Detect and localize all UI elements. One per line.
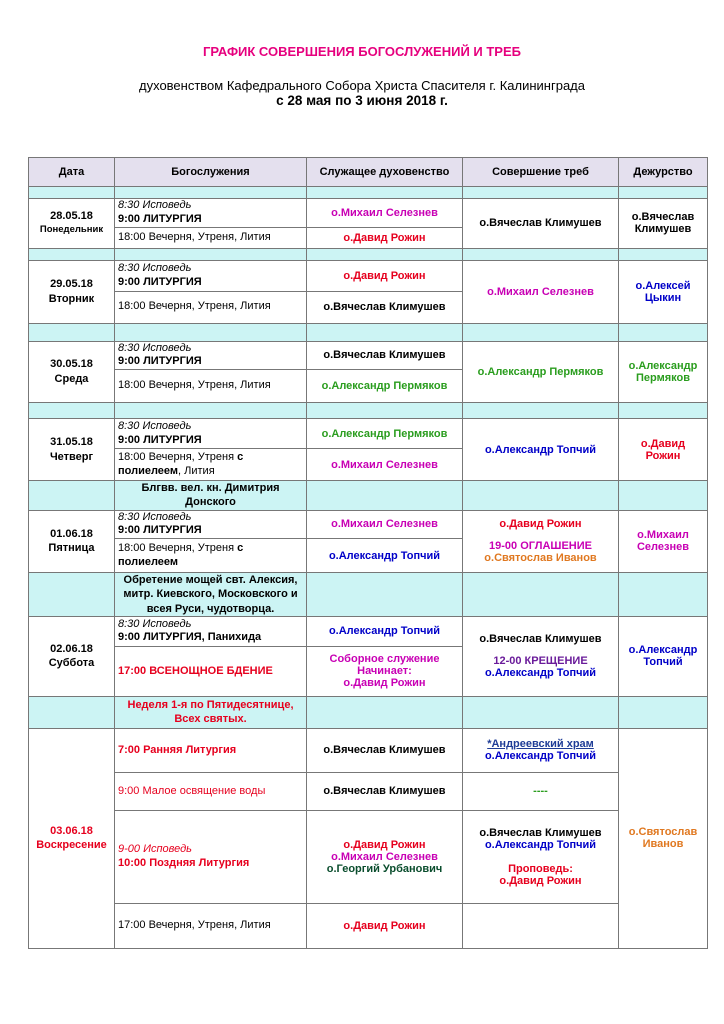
service-name: 9:00 ЛИТУРГИЯ <box>118 524 202 537</box>
weekday: Понедельник <box>39 224 104 236</box>
service-cell <box>115 199 307 228</box>
weekday: Суббота <box>48 657 95 670</box>
clergy-cell: о.Александр Топчий <box>307 616 463 646</box>
feast-label: Неделя 1-я по Пятидесятнице, Всех святых. <box>115 696 307 728</box>
header-duty: Дежурство <box>619 158 708 187</box>
rites-cell: о.Вячеслав Климушев <box>463 199 619 249</box>
date-cell <box>29 260 115 323</box>
rites-cell <box>463 510 619 573</box>
table-row <box>29 772 708 810</box>
header-rites: Совершение треб <box>463 158 619 187</box>
clergy-cell: о.Александр Пермяков <box>307 370 463 403</box>
service-evening: 17:00 Вечерня, Утреня, Лития <box>115 903 307 948</box>
date-value: 30.05.18 <box>50 357 93 370</box>
clergy-cell: о.Михаил Селезнев <box>307 199 463 228</box>
rites-cell <box>463 810 619 903</box>
duty-cell: о.Святослав Иванов <box>619 728 708 948</box>
clergy-name: о.Давид Рожин <box>343 677 426 690</box>
header-date: Дата <box>29 158 115 187</box>
service-time: 9-00 Исповедь <box>118 843 192 856</box>
service-name: 9:00 ЛИТУРГИЯ, Панихида <box>118 631 262 644</box>
duty-cell: о.Михаил Селезнев <box>619 510 708 573</box>
sermon-priest: о.Давид Рожин <box>499 874 582 887</box>
service-evening-bold: с <box>237 541 244 554</box>
service-evening-text: 18:00 Вечерня, Утреня <box>118 450 238 463</box>
spacer-row <box>29 248 708 260</box>
date-cell <box>29 510 115 573</box>
service-time: 8:30 Исповедь <box>118 341 192 354</box>
clergy-cell: о.Вячеслав Климушев <box>307 772 463 810</box>
duty-cell: о.Давид Рожин <box>619 419 708 481</box>
page-title: ГРАФИК СОВЕРШЕНИЯ БОГОСЛУЖЕНИЙ И ТРЕБ <box>202 44 521 59</box>
service-cell <box>115 260 307 291</box>
clergy-name-2: о.Михаил Селезнев <box>331 850 438 863</box>
clergy-cell <box>307 646 463 696</box>
table-row <box>29 419 708 449</box>
date-cell <box>29 728 115 948</box>
date-value: 01.06.18 <box>50 527 93 540</box>
rites-cell: о.Александр Пермяков <box>463 341 619 403</box>
service-name: 9:00 ЛИТУРГИЯ <box>118 275 202 288</box>
page-subtitle: духовенством Кафедрального Собора Христа Спасителя г. Калининграда <box>139 78 585 93</box>
weekday: Четверг <box>49 450 94 463</box>
table-header-row <box>29 158 708 187</box>
rites-priest: о.Вячеслав Климушев <box>479 826 602 839</box>
service-time: 8:30 Исповедь <box>118 419 192 432</box>
rites-priest-2: о.Святослав Иванов <box>484 552 597 565</box>
duty-cell: о.Алексей Цыкин <box>619 260 708 323</box>
spacer-row <box>29 323 708 341</box>
service-evening: 17:00 ВСЕНОЩНОЕ БДЕНИЕ <box>115 646 307 696</box>
duty-cell: о.Александр Топчий <box>619 616 708 696</box>
service-cell <box>115 419 307 449</box>
service-cell <box>115 341 307 370</box>
rites-cell <box>463 616 619 696</box>
clergy-cell: о.Михаил Селезнев <box>307 449 463 481</box>
clergy-cell: о.Давид Рожин <box>307 227 463 248</box>
service-name: 10:00 Поздняя Литургия <box>118 856 250 869</box>
rites-cell: ---- <box>463 772 619 810</box>
service-time: 8:30 Исповедь <box>118 617 192 630</box>
service-name: 9:00 ЛИТУРГИЯ <box>118 433 202 446</box>
service-water-blessing: 9:00 Малое освящение воды <box>115 772 307 810</box>
table-row <box>29 616 708 646</box>
service-evening-polyeleos: полиелеем <box>118 464 179 477</box>
table-row <box>29 199 708 228</box>
feast-row <box>29 481 708 511</box>
spacer-row <box>29 187 708 199</box>
clergy-cell: о.Вячеслав Климушев <box>307 291 463 323</box>
service-time: 8:30 Исповедь <box>118 261 192 274</box>
date-cell <box>29 616 115 696</box>
table-row <box>29 341 708 370</box>
service-late-liturgy <box>115 810 307 903</box>
feast-row <box>29 696 708 728</box>
service-name: 9:00 ЛИТУРГИЯ <box>118 212 202 225</box>
clergy-name: о.Давид Рожин <box>343 838 426 851</box>
sermon-label: Проповедь: <box>508 862 573 875</box>
clergy-cell: о.Вячеслав Климушев <box>307 341 463 370</box>
clergy-note-2: Начинает: <box>357 665 412 678</box>
header-services: Богослужения <box>115 158 307 187</box>
clergy-cell: о.Вячеслав Климушев <box>307 728 463 772</box>
table-row <box>29 260 708 291</box>
weekday: Пятница <box>48 542 95 555</box>
service-time: 8:30 Исповедь <box>118 510 192 523</box>
service-evening-tail: , Лития <box>178 464 215 477</box>
feast-label: Блгвв. вел. кн. Димитрия Донского <box>115 481 307 511</box>
rites-event: 12-00 КРЕЩЕНИЕ <box>493 655 588 668</box>
date-cell <box>29 419 115 481</box>
rites-priest-2: о.Александр Топчий <box>484 667 597 680</box>
service-evening: 18:00 Вечерня, Утреня, Лития <box>115 291 307 323</box>
schedule-table <box>28 157 708 949</box>
clergy-name-3: о.Георгий Урбанович <box>326 862 443 875</box>
duty-cell: о.Вячеслав Климушев <box>619 199 708 249</box>
date-cell <box>29 199 115 249</box>
schedule-period: с 28 мая по 3 июня 2018 г. <box>276 93 448 108</box>
rites-priest: о.Давид Рожин <box>499 518 582 531</box>
spacer-row <box>29 403 708 419</box>
service-evening-text: 18:00 Вечерня, Утреня <box>118 541 238 554</box>
andreevsky-link[interactable]: *Андреевский храм <box>487 738 594 751</box>
rites-priest: о.Александр Топчий <box>484 750 597 763</box>
service-early-liturgy: 7:00 Ранняя Литургия <box>115 728 307 772</box>
clergy-note: Соборное служение <box>329 653 440 666</box>
service-name: 9:00 ЛИТУРГИЯ <box>118 355 202 368</box>
date-value: 02.06.18 <box>50 642 93 655</box>
clergy-cell <box>307 810 463 903</box>
table-row <box>29 810 708 903</box>
rites-cell: о.Александр Топчий <box>463 419 619 481</box>
table-row <box>29 510 708 539</box>
service-cell <box>115 510 307 539</box>
clergy-cell: о.Александр Пермяков <box>307 419 463 449</box>
clergy-cell: о.Михаил Селезнев <box>307 510 463 539</box>
date-value: 29.05.18 <box>50 277 93 290</box>
clergy-cell: о.Давид Рожин <box>307 903 463 948</box>
service-evening <box>115 449 307 481</box>
feast-row <box>29 573 708 617</box>
service-cell <box>115 616 307 646</box>
feast-label: Обретение мощей свт. Алексия, митр. Киевского, Московского и всея Руси, чудотворца. <box>115 573 307 617</box>
table-row <box>29 903 708 948</box>
weekday: Воскресение <box>36 839 107 852</box>
rites-cell-empty <box>463 903 619 948</box>
date-value: 31.05.18 <box>50 435 93 448</box>
weekday: Среда <box>54 372 89 385</box>
clergy-cell: о.Давид Рожин <box>307 260 463 291</box>
service-evening <box>115 539 307 573</box>
service-time: 8:30 Исповедь <box>118 199 192 211</box>
rites-priest-2: о.Александр Топчий <box>484 838 597 851</box>
date-cell <box>29 341 115 403</box>
date-value: 03.06.18 <box>50 824 93 837</box>
service-evening: 18:00 Вечерня, Утреня, Лития <box>115 227 307 248</box>
rites-cell <box>463 728 619 772</box>
rites-cell: о.Михаил Селезнев <box>463 260 619 323</box>
rites-event: 19-00 ОГЛАШЕНИЕ <box>489 540 592 553</box>
date-value: 28.05.18 <box>50 210 93 223</box>
service-evening-polyeleos: полиелеем <box>118 555 179 568</box>
table-row <box>29 728 708 772</box>
duty-cell: о.Александр Пермяков <box>619 341 708 403</box>
service-evening: 18:00 Вечерня, Утреня, Лития <box>115 370 307 403</box>
weekday: Вторник <box>48 292 95 305</box>
header-clergy: Служащее духовенство <box>307 158 463 187</box>
clergy-cell: о.Александр Топчий <box>307 539 463 573</box>
service-evening-bold: с <box>237 450 244 463</box>
rites-priest: о.Вячеслав Климушев <box>479 633 602 646</box>
